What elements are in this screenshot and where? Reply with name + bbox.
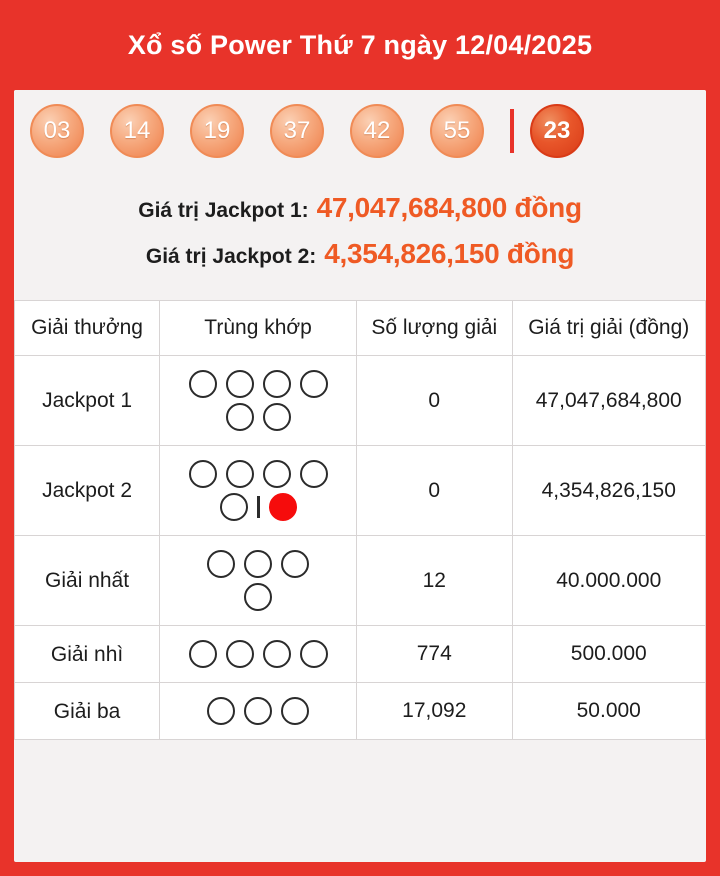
circle-icon: [226, 370, 254, 398]
match-pattern-cell: [160, 626, 357, 683]
circle-icon: [281, 697, 309, 725]
jackpot-2-label: Giá trị Jackpot 2:: [145, 245, 317, 268]
match-row-bottom: [244, 583, 272, 611]
jackpot-values: [14, 170, 706, 300]
prize-label: Giải nhất: [15, 536, 160, 626]
circle-icon: [300, 460, 328, 488]
jackpot-1-line: [14, 192, 706, 224]
drawn-ball: 14: [110, 104, 164, 158]
circle-icon: [226, 460, 254, 488]
table-row: [15, 626, 706, 683]
circle-icon: [220, 493, 248, 521]
circle-icon: [207, 697, 235, 725]
special-ball: 23: [530, 104, 584, 158]
special-circle-icon: [269, 493, 297, 521]
prize-table: [14, 300, 706, 740]
circle-icon: [263, 403, 291, 431]
circle-icon: [226, 640, 254, 668]
column-header-match: Trùng khớp: [160, 301, 357, 356]
match-pattern-cell: [160, 536, 357, 626]
match-row-top: [189, 460, 328, 488]
circle-icon: [226, 403, 254, 431]
prize-count: 774: [357, 626, 512, 683]
drawn-ball: 55: [430, 104, 484, 158]
circle-icon: [300, 370, 328, 398]
page-title: Xổ số Power Thứ 7 ngày 12/04/2025: [127, 29, 593, 60]
card-footer-spacer: [14, 740, 706, 750]
match-row-top: [207, 697, 309, 725]
prize-count: 0: [357, 446, 512, 536]
match-pattern: [164, 544, 352, 617]
match-pattern-cell: [160, 446, 357, 536]
prize-label: Giải ba: [15, 683, 160, 740]
drawn-ball: 19: [190, 104, 244, 158]
column-header-count: Số lượng giải: [357, 301, 512, 356]
table-row: [15, 683, 706, 740]
circle-icon: [281, 550, 309, 578]
prize-count: 17,092: [357, 683, 512, 740]
table-row: [15, 356, 706, 446]
match-pattern-cell: [160, 683, 357, 740]
circle-icon: [189, 640, 217, 668]
prize-count: 0: [357, 356, 512, 446]
match-row-bottom: [226, 403, 291, 431]
match-row-top: [207, 550, 309, 578]
column-header-amount: Giá trị giải (đồng): [512, 301, 706, 356]
prize-amount: 4,354,826,150: [512, 446, 706, 536]
match-row-top: [189, 640, 328, 668]
prize-label: Giải nhì: [15, 626, 160, 683]
circle-icon: [263, 640, 291, 668]
circle-icon: [244, 583, 272, 611]
drawn-numbers-row: [14, 90, 706, 170]
prize-amount: 40.000.000: [512, 536, 706, 626]
match-row-bottom: [220, 493, 297, 521]
prize-amount: 47,047,684,800: [512, 356, 706, 446]
circle-icon: [263, 370, 291, 398]
match-pattern: [164, 454, 352, 527]
match-row-top: [189, 370, 328, 398]
page-header: [0, 0, 720, 90]
match-pattern: [164, 364, 352, 437]
jackpot-2-line: [14, 238, 706, 270]
match-pattern-cell: [160, 356, 357, 446]
circle-icon: [207, 550, 235, 578]
jackpot-2-value: 4,354,826,150 đồng: [324, 238, 575, 269]
table-row: [15, 446, 706, 536]
separator-tick-icon: [257, 496, 260, 518]
match-pattern: [164, 634, 352, 674]
result-card: [14, 90, 706, 862]
circle-icon: [189, 370, 217, 398]
jackpot-1-value: 47,047,684,800 đồng: [316, 192, 582, 223]
circle-icon: [263, 460, 291, 488]
prize-amount: 500.000: [512, 626, 706, 683]
prize-count: 12: [357, 536, 512, 626]
prize-label: Jackpot 2: [15, 446, 160, 536]
table-row: [15, 536, 706, 626]
drawn-ball: 37: [270, 104, 324, 158]
prize-amount: 50.000: [512, 683, 706, 740]
table-header-row: [15, 301, 706, 356]
column-header-prize: Giải thưởng: [15, 301, 160, 356]
match-pattern: [164, 691, 352, 731]
jackpot-1-label: Giá trị Jackpot 1:: [138, 199, 309, 222]
separator-bar: [510, 109, 514, 153]
circle-icon: [244, 697, 272, 725]
circle-icon: [300, 640, 328, 668]
circle-icon: [189, 460, 217, 488]
drawn-ball: 42: [350, 104, 404, 158]
prize-label: Jackpot 1: [15, 356, 160, 446]
circle-icon: [244, 550, 272, 578]
drawn-ball: 03: [30, 104, 84, 158]
